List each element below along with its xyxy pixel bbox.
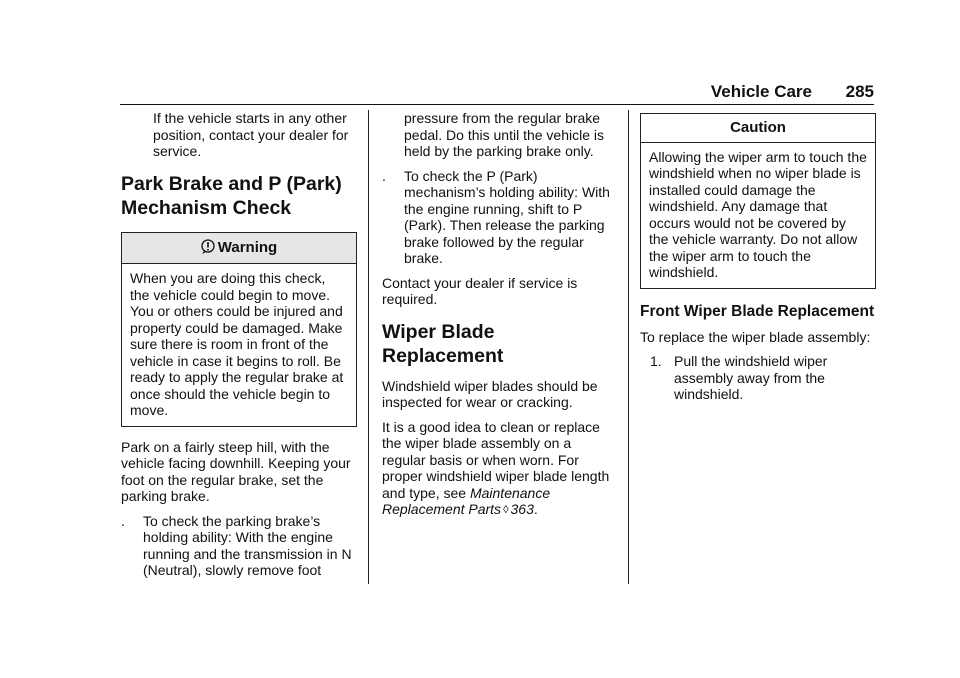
caution-body: Allowing the wiper arm to touch the windshield when no wiper blade is installed could damage the windshield. Any damage that occurs would not be covered by the vehicle warranty. Do not allow the wiper arm to touch the windshield. [649, 148, 867, 280]
replace-text: It is a good idea to clean or replace the wiper blade assembly on a regular basis or when worn. For proper windshield wiper blade length and type, see [382, 418, 610, 501]
bullet-mark: . [121, 512, 125, 529]
inspect-paragraph: Windshield wiper blades should be inspected for wear or cracking. [382, 377, 598, 410]
warning-title-text: Warning [217, 238, 278, 256]
warning-box [121, 232, 357, 427]
step-number: 1. [650, 353, 662, 369]
bullet-mark: . [382, 167, 386, 184]
caution-box [640, 113, 876, 289]
page-header [120, 82, 874, 105]
continued-text: pressure from the regular brake pedal. Do this until the vehicle is held by the parking brake only. [404, 110, 604, 159]
replace-paragraph [382, 419, 616, 519]
bullet-text: To check the P (Park) mechanism’s holding ability: With the engine running, shift to P (Park). Then release the parking brake followed by the regular brake. [404, 167, 610, 266]
column-divider-1 [368, 110, 369, 584]
front-wiper-heading: Front Wiper Blade Replacement [640, 302, 875, 320]
wiper-heading: Wiper Blade Replacement [382, 320, 504, 367]
column-1 [121, 110, 357, 587]
caution-title: Caution [641, 114, 875, 143]
list-item [382, 168, 616, 267]
page-reference-icon: ◊ [503, 504, 509, 516]
warning-body: When you are doing this check, the vehicle could begin to move. You or others could be injured and property could be damaged. Make sure there is room in front of the vehicle in case it begins to roll. Be ready to apply the regular brake at once should the vehicle begin to move. [130, 270, 344, 418]
column-2 [382, 110, 616, 527]
warning-title [122, 233, 356, 265]
section-title: Vehicle Care [710, 82, 812, 101]
page-reference[interactable]: 363 [510, 501, 534, 517]
page-number: 285 [845, 82, 874, 101]
maintenance-link[interactable]: Maintenance Replacement Parts [382, 484, 551, 517]
park-brake-heading: Park Brake and P (Park) Mechanism Check [121, 172, 342, 219]
column-divider-2 [628, 110, 629, 584]
column-3 [640, 110, 876, 411]
bullet-text: To check the parking brake’s holding ability: With the engine running and the transmission in N (Neutral), slowly remove foot [143, 512, 352, 578]
replace-intro: To replace the wiper blade assembly: [640, 328, 871, 345]
dealer-paragraph: Contact your dealer if service is required. [382, 274, 578, 307]
list-item [121, 513, 357, 579]
sentence-end: . [533, 501, 538, 517]
intro-paragraph: If the vehicle starts in any other position, contact your dealer for service. [153, 110, 349, 159]
park-paragraph: Park on a fairly steep hill, with the vehicle facing downhill. Keeping your foot on the regular brake, set the parking brake. [121, 438, 351, 504]
list-item [640, 353, 876, 403]
warning-icon [201, 239, 215, 259]
step-text: Pull the windshield wiper assembly away from the windshield. [674, 353, 828, 402]
